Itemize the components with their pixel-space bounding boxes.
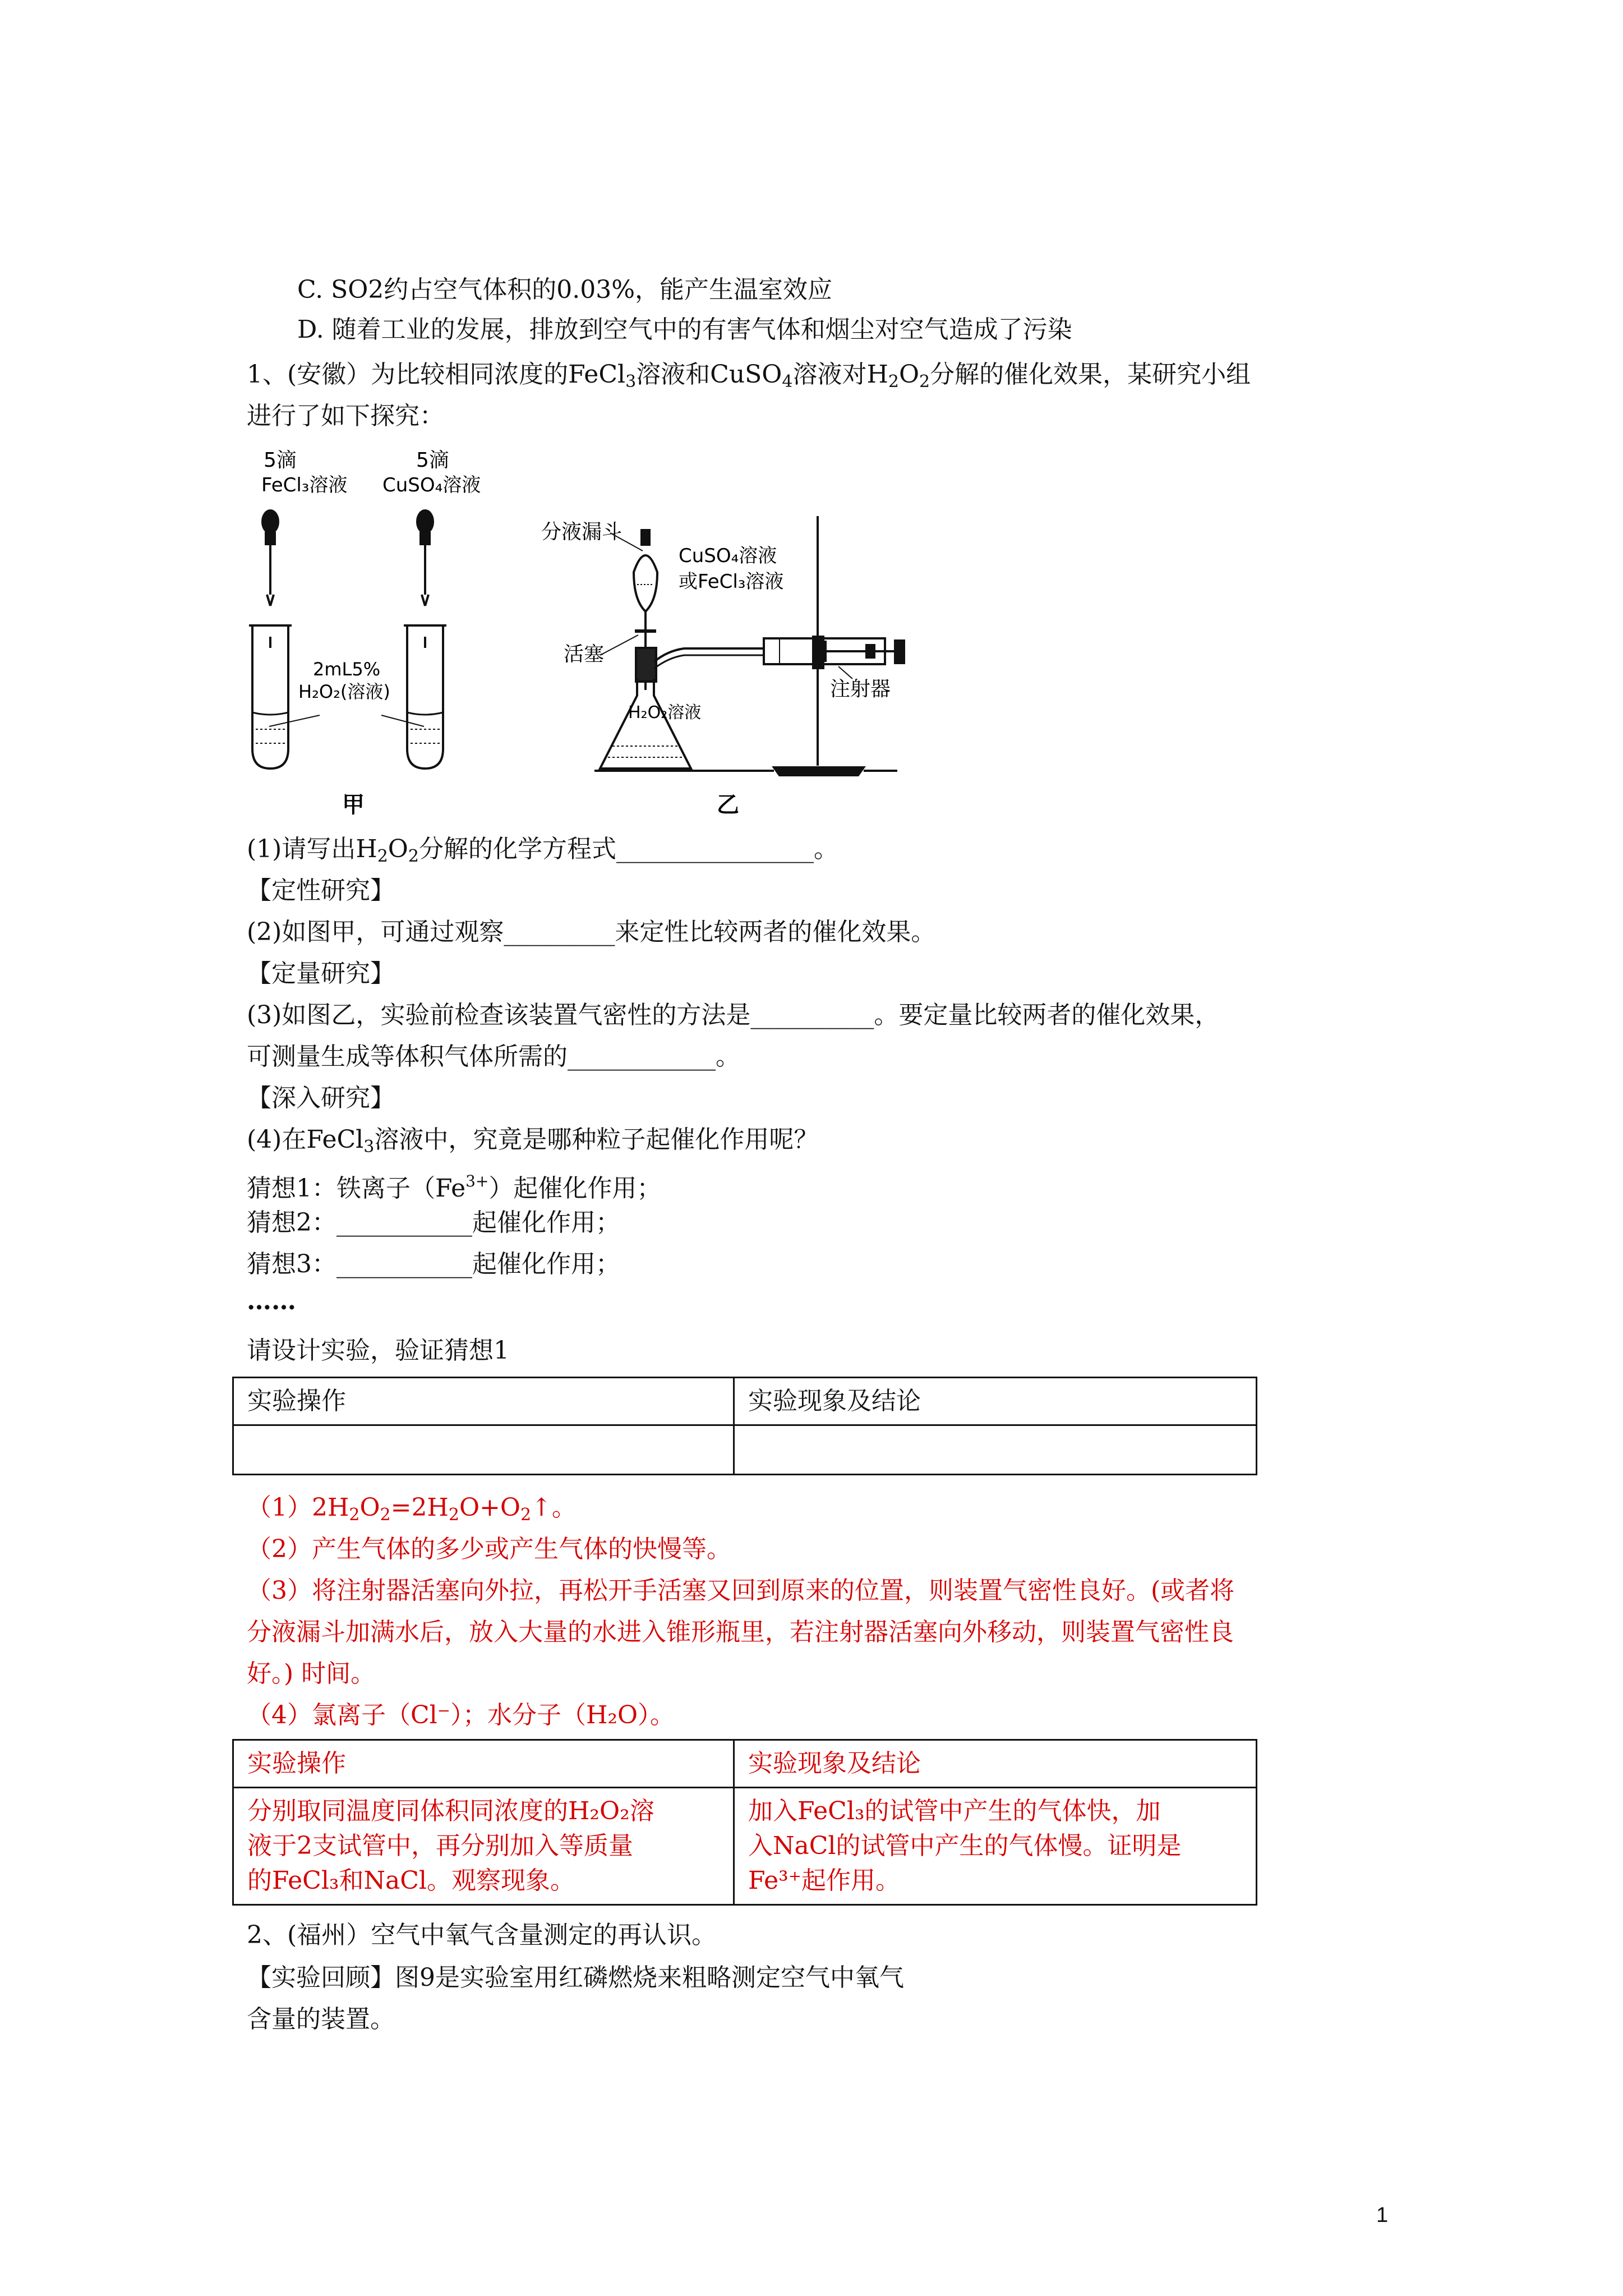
solution-label-1: CuSO₄溶液: [679, 545, 777, 567]
answer-table: [232, 1739, 1257, 1906]
answer-table-header-result: 实验现象及结论: [734, 1740, 1257, 1788]
apparatus-figure: [236, 432, 976, 825]
page-number: 1: [1376, 2203, 1389, 2227]
drop-right-label-2: CuSO₄溶液: [382, 474, 481, 496]
dropper-left: [262, 510, 278, 606]
answer-2: （2）产生气体的多少或产生气体的快慢等。: [247, 1535, 731, 1563]
answer-4: （4）氯离子（Cl⁻）；水分子（H₂O）。: [247, 1701, 675, 1729]
answer-table-result: 加入FeCl₃的试管中产生的气体快，加 入NaCl的试管中产生的气体慢。证明是 Fe³⁺起作用。: [734, 1788, 1257, 1905]
guess-2: 猜想2：___________起催化作用；: [247, 1208, 620, 1237]
q1-part3-line1: (3)如图乙，实验前检查该装置气密性的方法是__________。要定量比较两者的催化效果，: [247, 1001, 1220, 1029]
q1-part1: (1)请写出$H_2O_2$分解的化学方程式________________。: [247, 835, 838, 866]
answer-3-line3: 好。) 时间。: [247, 1659, 376, 1688]
heading-quantitative: 【定量研究】: [247, 959, 395, 988]
design-table-cell-result[interactable]: [734, 1425, 1257, 1475]
drop-left-label-2: FeCl₃溶液: [261, 474, 348, 496]
option-c: C. SO2约占空气体积的0.03%，能产生温室效应: [297, 275, 833, 304]
solution-label-2: 或FeCl₃溶液: [679, 570, 784, 593]
q1-part4: (4)在FeCl$_3$溶液中，究竟是哪种粒子起催化作用呢？: [247, 1125, 819, 1157]
flask-label: H₂O₂溶液: [628, 703, 702, 723]
q2-line3: 含量的装置。: [247, 2005, 395, 2033]
answer-table-op: 分别取同温度同体积同浓度的H₂O₂溶 液于2支试管中，再分别加入等质量 的FeCl₃和NaCl。观察现象。: [233, 1788, 734, 1905]
design-table-header-op: 实验操作: [233, 1378, 734, 1425]
design-table-cell-op[interactable]: [233, 1425, 734, 1475]
syringe-label: 注射器: [830, 678, 891, 701]
guess-3: 猜想3：___________起催化作用；: [247, 1250, 620, 1278]
drop-right-label-1: 5滴: [416, 449, 449, 472]
test-tube-right: [404, 625, 446, 769]
q2-line1: 2、(福州）空气中氧气含量测定的再认识。: [247, 1921, 717, 1949]
answer-3-line2: 分液漏斗加满水后，放入大量的水进入锥形瓶里，若注射器活塞向外移动，则装置气密性良: [247, 1618, 1234, 1646]
test-tube-left: [249, 625, 292, 769]
tube-label-2: H₂O₂(溶液): [298, 681, 390, 702]
q2-line2: 【实验回顾】图9是实验室用红磷燃烧来粗略测定空气中氧气: [247, 1963, 904, 1992]
design-table-header-result: 实验现象及结论: [734, 1378, 1257, 1425]
valve-label: 活塞: [564, 643, 605, 666]
tube-label-1: 2mL5%: [313, 659, 381, 680]
caption-a: 甲: [342, 792, 365, 818]
design-table: [232, 1377, 1257, 1475]
heading-qualitative: 【定性研究】: [247, 876, 395, 905]
q1-intro: 1、(安徽）为比较相同浓度的FeCl$_3$溶液和CuSO$_4$溶液对$H_2O_2$分解的催化效果，某研究小组: [247, 360, 1251, 392]
q1-intro-line2: 进行了如下探究：: [247, 402, 444, 430]
funnel-label: 分液漏斗: [541, 521, 623, 544]
dropper-right: [417, 510, 433, 606]
guess-1: 猜想1：铁离子$(Fe^{3+})$起催化作用；: [247, 1172, 662, 1203]
drop-left-label-1: 5滴: [264, 449, 297, 472]
answer-table-header-op: 实验操作: [233, 1740, 734, 1788]
syringe: [764, 638, 904, 664]
answer-1: $(1)2H_2O_2=2H_2O+O_2↑$。: [247, 1493, 577, 1525]
iron-stand: [774, 516, 864, 775]
design-prompt: 请设计实验，验证猜想1: [247, 1336, 509, 1365]
answer-3-line1: （3）将注射器活塞向外拉，再松开手活塞又回到原来的位置，则装置气密性良好。(或者将: [247, 1576, 1235, 1605]
caption-b: 乙: [717, 792, 739, 818]
q1-part3-line2: 可测量生成等体积气体所需的____________。: [247, 1042, 740, 1071]
option-d: D. 随着工业的发展，排放到空气中的有害气体和烟尘对空气造成了污染: [297, 315, 1072, 344]
ellipsis: ……: [247, 1287, 296, 1315]
heading-deep: 【深入研究】: [247, 1084, 395, 1112]
q1-part2: (2)如图甲，可通过观察_________来定性比较两者的催化效果。: [247, 918, 936, 946]
